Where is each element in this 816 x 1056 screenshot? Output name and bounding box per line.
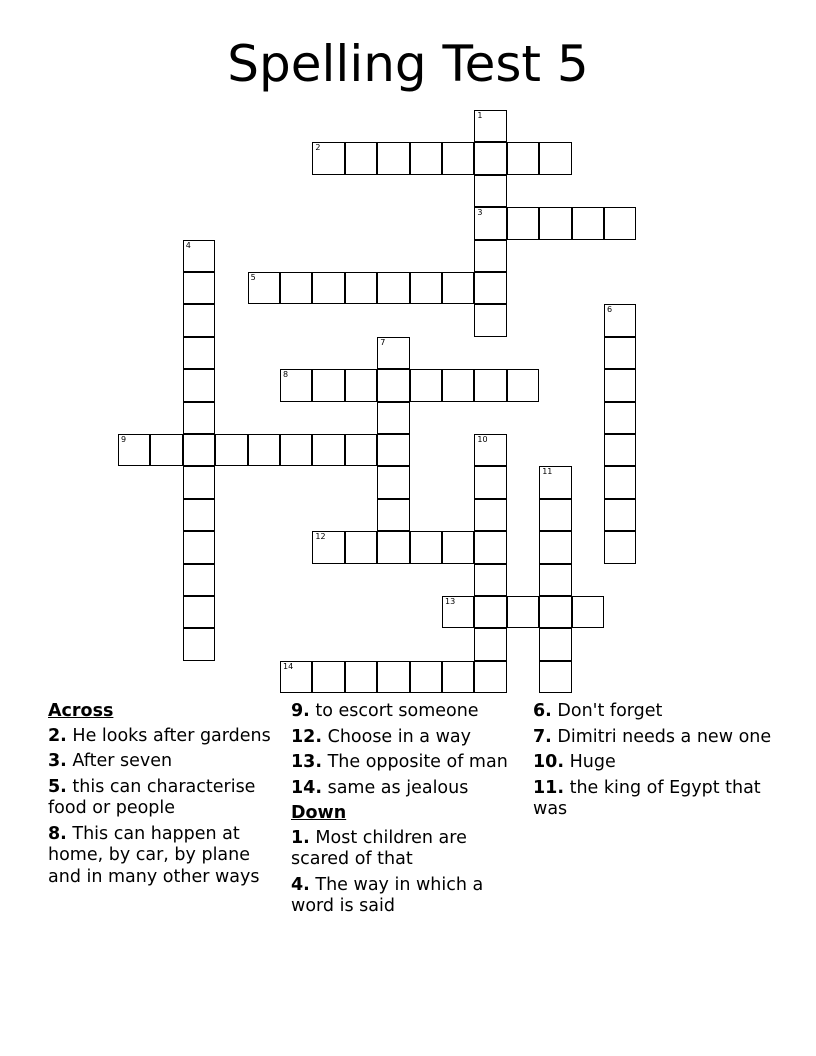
crossword-cell[interactable]	[183, 272, 215, 304]
clue-number: 14.	[291, 777, 323, 798]
crossword-cell[interactable]	[312, 661, 344, 693]
crossword-cell[interactable]	[280, 369, 312, 401]
crossword-cell[interactable]	[248, 272, 280, 304]
clues-column-3	[533, 701, 773, 825]
clues-column-2	[291, 701, 526, 922]
crossword-cell[interactable]	[377, 402, 409, 434]
crossword-cell[interactable]	[539, 466, 571, 498]
crossword-cell[interactable]	[183, 402, 215, 434]
crossword-cell[interactable]	[539, 628, 571, 660]
crossword-cell[interactable]	[280, 661, 312, 693]
crossword-cell[interactable]	[183, 304, 215, 336]
clue-number: 10.	[533, 752, 565, 772]
clue-text: same as jealous	[327, 777, 469, 798]
clue-text: He looks after gardens	[72, 725, 271, 746]
clue-down-1	[291, 828, 526, 871]
crossword-cell[interactable]	[150, 434, 182, 466]
crossword-cell[interactable]	[572, 596, 604, 628]
clue-text: The way in which a word is said	[291, 874, 484, 916]
clue-down-4	[291, 875, 526, 918]
page-title: Spelling Test 5	[227, 35, 589, 93]
crossword-cell[interactable]	[345, 661, 377, 693]
crossword-cell[interactable]	[215, 434, 247, 466]
clue-across-14	[291, 778, 526, 800]
clue-text: to escort someone	[315, 701, 479, 721]
crossword-cell[interactable]	[474, 110, 506, 142]
crossword-cell[interactable]	[539, 531, 571, 563]
crossword-cell[interactable]	[183, 466, 215, 498]
crossword-cell[interactable]	[410, 369, 442, 401]
clue-text: the king of Egypt that was	[533, 777, 761, 819]
crossword-cell[interactable]	[377, 531, 409, 563]
crossword-cell[interactable]	[410, 142, 442, 174]
crossword-cell[interactable]	[539, 499, 571, 531]
cell-number: 5	[250, 273, 256, 282]
crossword-cell[interactable]	[442, 596, 474, 628]
clue-down-11	[533, 778, 773, 821]
crossword-cell[interactable]	[183, 499, 215, 531]
crossword-cell[interactable]	[345, 531, 377, 563]
crossword-cell[interactable]	[442, 272, 474, 304]
crossword-cell[interactable]	[183, 564, 215, 596]
clue-number: 3.	[48, 751, 67, 771]
clue-down-10	[533, 752, 773, 774]
cell-number: 8	[283, 370, 289, 380]
crossword-cell[interactable]	[345, 369, 377, 401]
clue-text: Choose in a way	[327, 726, 471, 747]
crossword-cell[interactable]	[280, 434, 312, 466]
crossword-cell[interactable]	[183, 240, 215, 272]
cell-number: 9	[121, 435, 127, 444]
crossword-cell[interactable]	[377, 369, 409, 401]
clue-text: Dimitri needs a new one	[557, 726, 772, 747]
crossword-cell[interactable]	[312, 369, 344, 401]
clue-text: The opposite of man	[327, 752, 508, 772]
crossword-cell[interactable]	[604, 304, 636, 336]
clue-number: 13.	[291, 752, 323, 772]
crossword-cell[interactable]	[474, 240, 506, 272]
crossword-cell[interactable]	[474, 304, 506, 336]
crossword-cell[interactable]	[183, 434, 215, 466]
crossword-cell[interactable]	[474, 531, 506, 563]
cell-number: 4	[185, 240, 191, 250]
clue-across-12	[291, 727, 526, 749]
clue-number: 4.	[291, 874, 310, 895]
crossword-cell[interactable]	[345, 272, 377, 304]
crossword-cell[interactable]	[183, 596, 215, 628]
clue-number: 7.	[533, 726, 552, 747]
crossword-cell[interactable]	[474, 499, 506, 531]
cell-number: 3	[477, 208, 483, 218]
crossword-cell[interactable]	[539, 564, 571, 596]
cell-number: 11	[542, 467, 553, 477]
crossword-cell[interactable]	[410, 531, 442, 563]
crossword-cell[interactable]	[539, 207, 571, 239]
crossword-cell[interactable]	[410, 272, 442, 304]
crossword-cell[interactable]	[442, 142, 474, 174]
crossword-cell[interactable]	[312, 434, 344, 466]
crossword-cell[interactable]	[377, 661, 409, 693]
clue-number: 9.	[291, 701, 310, 721]
crossword-cell[interactable]	[442, 531, 474, 563]
crossword-cell[interactable]	[507, 369, 539, 401]
down-heading: Down	[291, 803, 347, 823]
clue-number: 12.	[291, 726, 323, 747]
clue-down-7	[533, 727, 773, 749]
crossword-cell[interactable]	[183, 369, 215, 401]
crossword-cell[interactable]	[507, 207, 539, 239]
crossword-cell[interactable]	[410, 661, 442, 693]
cell-number: 10	[477, 435, 488, 444]
crossword-cell[interactable]	[604, 531, 636, 563]
crossword-cell[interactable]	[604, 434, 636, 466]
cell-number: 12	[315, 532, 326, 542]
clue-across-2	[48, 726, 283, 748]
crossword-cell[interactable]	[539, 142, 571, 174]
cell-number: 6	[607, 305, 613, 315]
crossword-cell[interactable]	[604, 499, 636, 531]
crossword-cell[interactable]	[604, 369, 636, 401]
cell-number: 14	[283, 661, 294, 671]
crossword-cell[interactable]	[345, 142, 377, 174]
crossword-cell[interactable]	[474, 466, 506, 498]
crossword-cell[interactable]	[474, 628, 506, 660]
crossword-cell[interactable]	[539, 661, 571, 693]
crossword-cell[interactable]	[572, 207, 604, 239]
clue-down-6	[533, 701, 773, 723]
crossword-cell[interactable]	[377, 466, 409, 498]
clue-number: 5.	[48, 776, 67, 797]
crossword-cell[interactable]	[442, 661, 474, 693]
crossword-cell[interactable]	[345, 434, 377, 466]
crossword-cell[interactable]	[183, 628, 215, 660]
crossword-cell[interactable]	[474, 661, 506, 693]
clue-across-9	[291, 701, 526, 723]
crossword-cell[interactable]	[248, 434, 280, 466]
crossword-cell[interactable]	[474, 175, 506, 207]
cell-number: 1	[477, 111, 483, 120]
crossword-cell[interactable]	[474, 434, 506, 466]
crossword-cell[interactable]	[377, 337, 409, 369]
clue-text: Huge	[569, 752, 616, 772]
clue-text: Don't forget	[557, 701, 663, 721]
clue-number: 8.	[48, 823, 67, 844]
crossword-cell[interactable]	[604, 466, 636, 498]
clue-text: This can happen at home, by car, by plane and in many other ways	[48, 823, 260, 887]
crossword-cell[interactable]	[377, 272, 409, 304]
clue-number: 2.	[48, 725, 67, 746]
crossword-cell[interactable]	[604, 207, 636, 239]
crossword-cell[interactable]	[118, 434, 150, 466]
across-heading: Across	[48, 701, 114, 721]
clue-text: After seven	[72, 751, 173, 771]
clue-across-3	[48, 751, 283, 773]
crossword-cell[interactable]	[474, 564, 506, 596]
clue-number: 1.	[291, 827, 310, 848]
clue-text: Most children are scared of that	[291, 827, 467, 869]
clue-across-13	[291, 752, 526, 774]
crossword-cell[interactable]	[474, 369, 506, 401]
clue-text: this can characterise food or people	[48, 776, 256, 818]
crossword-cell[interactable]	[377, 434, 409, 466]
crossword-cell[interactable]	[474, 207, 506, 239]
crossword-cell[interactable]	[183, 531, 215, 563]
crossword-cell[interactable]	[442, 369, 474, 401]
clue-number: 6.	[533, 701, 552, 721]
crossword-cell[interactable]	[312, 272, 344, 304]
crossword-cell[interactable]	[183, 337, 215, 369]
clues-column-1	[48, 701, 283, 892]
clue-across-5	[48, 777, 283, 820]
clue-number: 11.	[533, 777, 565, 798]
crossword-cell[interactable]	[604, 402, 636, 434]
crossword-cell[interactable]	[474, 142, 506, 174]
crossword-cell[interactable]	[507, 596, 539, 628]
crossword-cell[interactable]	[377, 499, 409, 531]
cell-number: 2	[315, 143, 321, 153]
crossword-cell[interactable]	[604, 337, 636, 369]
crossword-cell[interactable]	[312, 531, 344, 563]
crossword-cell[interactable]	[280, 272, 312, 304]
crossword-cell[interactable]	[474, 596, 506, 628]
cell-number: 7	[380, 337, 386, 347]
crossword-cell[interactable]	[474, 272, 506, 304]
crossword-cell[interactable]	[507, 142, 539, 174]
crossword-cell[interactable]	[539, 596, 571, 628]
crossword-cell[interactable]	[312, 142, 344, 174]
cell-number: 13	[445, 597, 456, 606]
crossword-cell[interactable]	[377, 142, 409, 174]
clue-across-8	[48, 824, 283, 889]
